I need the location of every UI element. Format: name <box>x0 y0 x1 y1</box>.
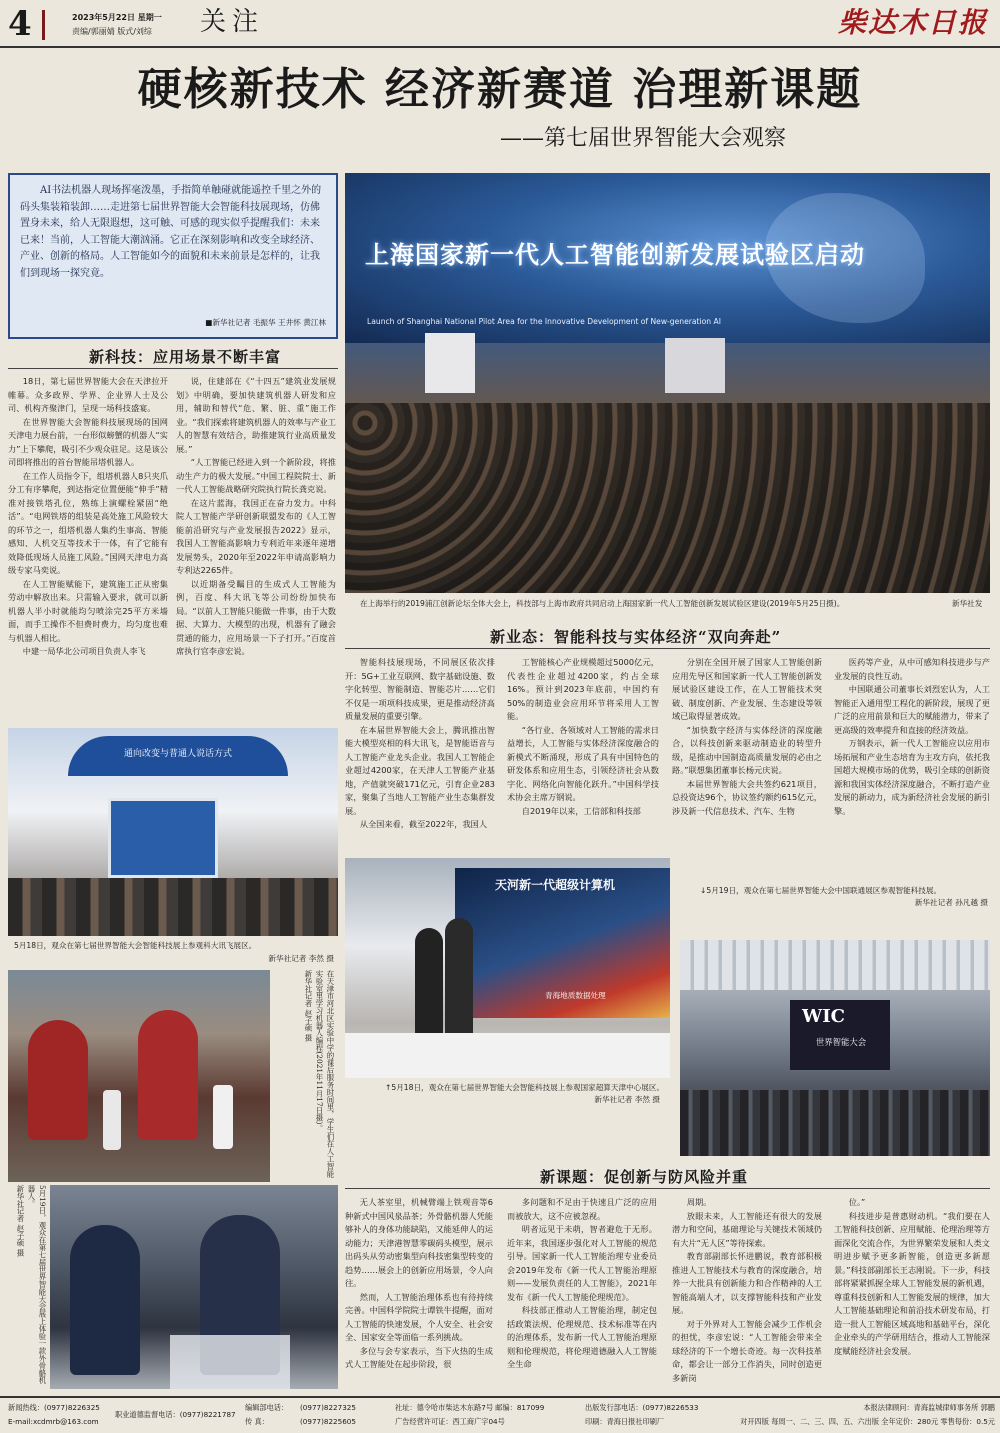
s3c2-p3: 科技部正推动人工智能治理，制定包括政策法规、伦理规范、技术标准等在内的治理体系，发布新一代人工智能治理原则和伦理规范，将伦理道德融入人工智能全生命 <box>507 1305 657 1369</box>
photo-exoskeleton <box>50 1185 338 1389</box>
s2c1-p1: 智能科技展现场，不同展区依次排开：5G+工业互联网、数字基础设施、数字化转型、智能制造、智能芯片……它们不仅是一项项科技成果，更是推动经济高质量发展的重要引擎。 <box>345 657 495 721</box>
footer-printer: 印刷：青海日报社印刷厂 <box>585 1417 665 1426</box>
s2c3-p1: 分别在全国开展了国家人工智能创新应用先导区和国家新一代人工智能创新发展试验区建设工作，在人工智能技术突破、制度创新、产业发展、生态建设等领域已取得显著成效。 <box>672 657 822 721</box>
section-name: 关注 <box>200 7 265 37</box>
footer <box>0 1396 1000 1433</box>
section2-col4 <box>834 656 990 854</box>
section2-rule <box>345 648 990 649</box>
sub-headline: ——第七届世界智能大会观察 <box>500 126 787 151</box>
footer-address: 社址：德令哈市柴达木东路7号 邮编：817099 <box>395 1403 545 1412</box>
s1c1-p1: 18日，第七届世界智能大会在天津拉开帷幕。众多政界、学界、企业界人士及公司、机构齐聚津门，呈现一场科技盛宴。 <box>8 376 168 413</box>
footer-edit-label: 编辑部电话： <box>245 1403 289 1412</box>
page-number: 4 <box>8 4 32 44</box>
student-2 <box>138 1010 198 1140</box>
newspaper-logo: 柴达木日报 <box>838 6 989 39</box>
s1c1-p2: 在世界智能大会智能科技展现场的国网天津电力展台前，一台形似螃蟹的机器人“实力”上下攀爬，吸引不少观众驻足。这是该公司即将推出的首台智能吊塔机器人。 <box>8 416 168 467</box>
podium-right <box>665 338 725 393</box>
exo-box <box>170 1335 290 1389</box>
iflytek-screen-text: 通向改变与普通人说话方式 <box>123 749 232 759</box>
s2c2-p1: 工智能核心产业规模超过5000亿元，代表性企业超过4200家，约占全球16%。预计到2023年底前，中国约有50%的制造业会应用环节将采用人工智能。 <box>507 657 659 721</box>
s1c2-p3: 在这片蓝海，我国正在奋力发力。中科院人工智能产学研创新联盟发布的《人工智能前沿研究与产业发展报告2022》显示，我国人工智能高影响力专利近年来逐年递增发展势头，2020年至2022年申请高影响力专利达2265件。 <box>176 497 336 575</box>
wic-ceiling <box>680 940 990 990</box>
s3c1-p3: 多位与会专家表示，当下火热的生成式人工智能处在起步阶段，很 <box>345 1345 493 1369</box>
s1c2-p1: 说，住建部在《“十四五”建筑业发展规划》中明确，要加快建筑机器人研发和应用，辅助和替代“危、繁、脏、重”施工作业。“我们探索将建筑机器人的效率与产业工人的智慧有效结合，助推建筑行业高质量发展。” <box>176 376 336 454</box>
s3c4-p1: 位。” <box>848 1197 866 1207</box>
intro-text: AI书法机器人现场挥毫泼墨，手指简单触碰就能遥控千里之外的码头集装箱装卸……走进第七届世界智能大会智能科技展现场，仿佛置身未来，给人无限遐想，这可触、可感的现实似乎提醒我们：未来已来！当前，人工智能大潮汹涌。它正在深刻影响和改变全球经济、产业、创新的格局。人工智能如今的面貌和未来前景是怎样的，让我们到现场一探究竟。 <box>20 185 322 279</box>
photo-exo-credit: 新华社记者 赵子硕 摄 <box>16 1185 25 1257</box>
main-photo <box>345 173 990 593</box>
photo-students-robots <box>8 970 270 1182</box>
photo-supercomputer-caption: ↑5月18日，观众在第七届世界智能大会智能科技展上参观国家超算天津中心展区。 <box>385 1083 665 1092</box>
s3c4-p2: 科技进步是普惠财动机。“我们要在人工智能科技创新、应用赋能、伦理治理等方面深化交流合作，为世界繁荣发展和人类文明进步赋予更多新智能，创造更多新愿景。”科技部副部长王志刚说。下一步，科技部将紧紧抓握全球人工智能发展的新机遇，尊重科技创新和人工智能发展的规律，加大人工智能基础理论和前沿技术研发布局，打造一批人工智能区域高地和基础平台，深化企业牵头的产学研用结合，推动人工智能深度赋能经济社会发展。 <box>834 1210 990 1356</box>
supercomputer-visitor-1 <box>415 928 443 1038</box>
podium-left <box>425 333 475 393</box>
section2-col2 <box>507 656 659 854</box>
section1-col1 <box>8 375 168 690</box>
photo-iflytek-caption: 5月18日，观众在第七届世界智能大会智能科技展上参观科大讯飞展区。 <box>14 941 257 950</box>
s3c3-p2: 放眼未来，人工智能还有很大的发展潜力和空间，基础理论与关键技术领域仍有大片“无人区”等待探索。 <box>672 1210 822 1248</box>
photo-students-caption: 在天津市河北区实验中学的课后服务时间里，学生们在人工智能实验室里学习机器人编程(2021年11月17日摄)。 <box>315 970 335 1178</box>
s1c2-p2: “人工智能已经进入到一个新阶段，将推动生产力的极大发展。”中国工程院院士、新一代人工智能战略研究院执行院长龚克说。 <box>176 457 336 494</box>
s3c3-p1: 周期。 <box>686 1197 712 1207</box>
photo-wic-credit: 新华社记者 孙凡越 摄 <box>914 898 988 907</box>
s2c1-p2: 在本届世界智能大会上，腾讯推出智能大模型亮相的科大讯飞，是智能语音与人工智能产业龙头企业。我国人工智能企业超过4200家，在天津人工智能产业基地，产值就突破171亿元，引育企业283家，聚集了当地人工智能产业生态集群发展。 <box>345 724 495 816</box>
section3-rule <box>345 1188 990 1189</box>
photo-exo-caption-block <box>8 1185 48 1389</box>
s2c3-p3: 本届世界智能大会共签约621项目，总投资达96个，协议签约额约615亿元，涉及新一代信息技术、汽车、生物 <box>672 778 822 816</box>
footer-fax-phone: (0977)8225605 <box>300 1417 356 1426</box>
photo-students-caption-block <box>276 970 336 1182</box>
supercomputer-visitor-2 <box>445 918 473 1038</box>
supercomputer-model-table <box>345 1033 670 1078</box>
wic-banner: 世界智能大会 <box>815 1037 867 1047</box>
s1c2-p4: 以近期备受瞩目的生成式人工智能为例，百度、科大讯飞等公司纷纷加快布局。“以前人工智能只能做一件事，由于大数据、大算力、大模型的出现，机器有了融会贯通的能力，应用场景一下子打开。”百度首席执行官李彦宏说。 <box>176 578 336 656</box>
s2c4-p3: 万钢表示，新一代人工智能应以应用市场拓展和产业生态培育为主攻方向，依托我国超大规模市场的优势，吸引全球的创新资源和我国实体经济深度融合，不断打造产业发展的新动力，成为新经济社会发展的新引擎。 <box>834 738 990 816</box>
section1-rule <box>8 368 338 369</box>
section3-col2 <box>507 1196 657 1388</box>
student-1 <box>28 1020 88 1140</box>
s3c2-p1: 多问题和不足由于快速且广泛的应用而被放大，这不应被忽视。 <box>507 1197 657 1221</box>
s3c3-p3: 教育部副部长怀进鹏说，教育部积极推进人工智能技术与教育的深度融合，培养一大批具有创新能力和合作精神的人工智能高端人才，以支撑智能科技和产业发展。 <box>672 1251 822 1315</box>
footer-email: E-mail:xcdmrb@163.com <box>8 1417 99 1426</box>
s2c1-p3: 从全国来看，截至2022年，我国人 <box>359 819 488 829</box>
photo-supercomputer-credit: 新华社记者 李然 摄 <box>594 1095 660 1104</box>
wic-crowd <box>680 1090 990 1156</box>
footer-career-phone: 职业道德监督电话：(0977)8221787 <box>115 1410 236 1419</box>
main-photo-credit: 新华社发 <box>952 599 983 608</box>
section1-col2 <box>176 375 336 690</box>
intro-box <box>8 173 338 339</box>
s3c2-p2: 明者远见于未萌，智者避危于无形。近年来，我国逐步强化对人工智能的规范引导。国家新一代人工智能治理专业委员会2019年发布《新一代人工智能治理原则——发展负责任的人工智能》，2021年发布《新一代人工智能伦理规范》。 <box>507 1224 657 1302</box>
audience-crowd <box>345 403 990 593</box>
s2c2-p3: 自2019年以来，工信部和科技部 <box>521 805 641 816</box>
section2-col3 <box>672 656 822 854</box>
footer-hotline: 新闻热线：(0977)8226325 <box>8 1403 100 1412</box>
photo-supercomputer <box>345 858 670 1078</box>
s2c2-p2: “各行业、各领域对人工智能的需求日益增长，人工智能与实体经济深度融合的新模式不断涌现，形成了具有中国特色的研发体系和应用生态，引领经济社会从数字化、网络化向智能化跃升。”中国科学技术协会主席万钢说。 <box>507 724 659 802</box>
footer-schedule: 对开四版 每周一、二、三、四、五、六出版 全年定价：280元 零售每份：0.5元 <box>740 1417 995 1426</box>
screen-title-en: Launch of Shanghai National Pilot Area for the Innovative Development of New-generation AI <box>367 317 721 326</box>
s3c1-p2: 然而，人工智能治理体系也有待持续完善。中国科学院院士谭铁牛提醒，面对人工智能的快速发展，个人安全、社会安全、国家安全等面临一系列挑战。 <box>345 1291 493 1342</box>
s1c1-p5: 中建一局华北公司项目负责人李飞 <box>22 646 146 656</box>
page-number-divider <box>42 10 45 40</box>
section2-col1 <box>345 656 495 854</box>
footer-issue-phone: 出版发行部电话：(0977)8226533 <box>585 1403 699 1412</box>
issue-date: 2023年5月22日 星期一 <box>72 13 162 22</box>
robot-1 <box>103 1090 121 1150</box>
section3-col3 <box>672 1196 822 1388</box>
s3c3-p4: 对于外界对人工智能会减少工作机会的担忧，李彦宏说：“人工智能会带来全球经济的下一个增长奇迹。每一次科技革命，都会让一部分工作消失，同时创造更多新岗 <box>672 1318 822 1383</box>
s2c4-p1: 医药等产业，从中可感知科技进步与产业发展的良性互动。 <box>834 657 990 681</box>
masthead <box>0 0 1000 52</box>
exo-person-1 <box>70 1225 140 1375</box>
iflytek-visitors <box>8 878 338 936</box>
s1c1-p3: 在工作人员指令下，组塔机器人8只夹爪分工有序攀爬，到达指定位置便能“伸手”精准对接铁塔孔位，熟练上演螺栓紧固“绝活”。“电网铁塔的组装是高处施工风险较大的环节之一，组塔机器人集约生事高、智能感知、人机交互等技术于一体，有了它能有效降低现场人员施工风险。”国网天津电力高级专家马奕说。 <box>8 470 168 575</box>
photo-students-credit: 新华社记者 赵子硕 摄 <box>304 970 313 1042</box>
footer-fax-label: 传 真： <box>245 1417 269 1426</box>
photo-iflytek-credit: 新华社记者 李然 摄 <box>268 954 334 963</box>
photo-wic-caption: ↓5月19日，观众在第七届世界智能大会中国联通展区参观智能科技展。 <box>700 886 942 895</box>
editors: 责编/郭丽婧 版式/刘综 <box>72 27 152 36</box>
masthead-rule <box>0 46 1000 48</box>
section2-title: 新业态：智能科技与实体经济“双向奔赴” <box>490 628 782 646</box>
section3-col4 <box>834 1196 990 1388</box>
s2c4-p2: 中国联通公司董事长刘烈宏认为，人工智能正入通用型工程化的新阶段，展现了更广泛的应用前景和巨大的赋能潜力，带来了更高级的效率提升和直接的经济效益。 <box>834 684 990 735</box>
wic-logo: WIC <box>802 1006 845 1027</box>
photo-exo-caption: 5月19日，观众在第七届世界智能大会展上体验一款外骨骼机器人。 <box>27 1185 47 1385</box>
screen-title-cn: 上海国家新一代人工智能创新发展试验区启动 <box>365 240 865 269</box>
section3-title: 新课题：促创新与防风险并重 <box>540 1168 749 1186</box>
s2c3-p2: “加快数字经济与实体经济的深度融合，以科技创新来驱动制造业的转型升级，是推动中国制造高质量发展的必由之路。”联想集团董事长杨元庆说。 <box>672 724 822 775</box>
robot-2 <box>213 1085 233 1149</box>
photo-wic-hall <box>680 940 990 1156</box>
iflytek-kiosk <box>108 798 218 878</box>
supercomputer-screen-title: 天河新一代超级计算机 <box>495 878 616 892</box>
photo-iflytek <box>8 728 338 936</box>
intro-byline: ■新华社记者 毛振华 王井怀 黄江林 <box>205 318 326 327</box>
section1-title: 新科技：应用场景不断丰富 <box>88 348 281 366</box>
main-headline: 硬核新技术 经济新赛道 治理新课题 <box>137 64 863 115</box>
footer-ad-license: 广告经营许可证：西工商广字04号 <box>395 1417 505 1426</box>
supercomputer-screen-sub: 青海地质数据处理 <box>545 991 606 1000</box>
main-photo-caption: 在上海举行的2019浦江创新论坛全体大会上，科技部与上海市政府共同启动上海国家新一代人工智能创新发展试验区建设(2019年5月25日摄)。 <box>360 599 845 608</box>
s3c1-p1: 无人茶室里，机械臂端上铁观音等6种新式中国风泉品茶；外骨骼机器人凭能够补人的身体功能缺陷，又能延伸人的运动能力；天津港智慧零碳码头模型，展示出码头从劳动密集型向科技密集型转变的趋势……展会上的创新应用场景，令人向往。 <box>345 1197 493 1288</box>
footer-legal-counsel: 本报法律顾问：青海监城律师事务所 郭鹏 <box>863 1403 995 1412</box>
section3-col1 <box>345 1196 493 1388</box>
footer-edit-phone: (0977)8227325 <box>300 1403 356 1412</box>
s1c1-p4: 在人工智能赋能下，建筑施工正从密集劳动中解放出来。只需输入要求，就可以新机器人半小时就能均匀喷涂完25平方米墙面，而手工操作不但费时费力，均匀度也难与机器人相比。 <box>8 578 168 643</box>
